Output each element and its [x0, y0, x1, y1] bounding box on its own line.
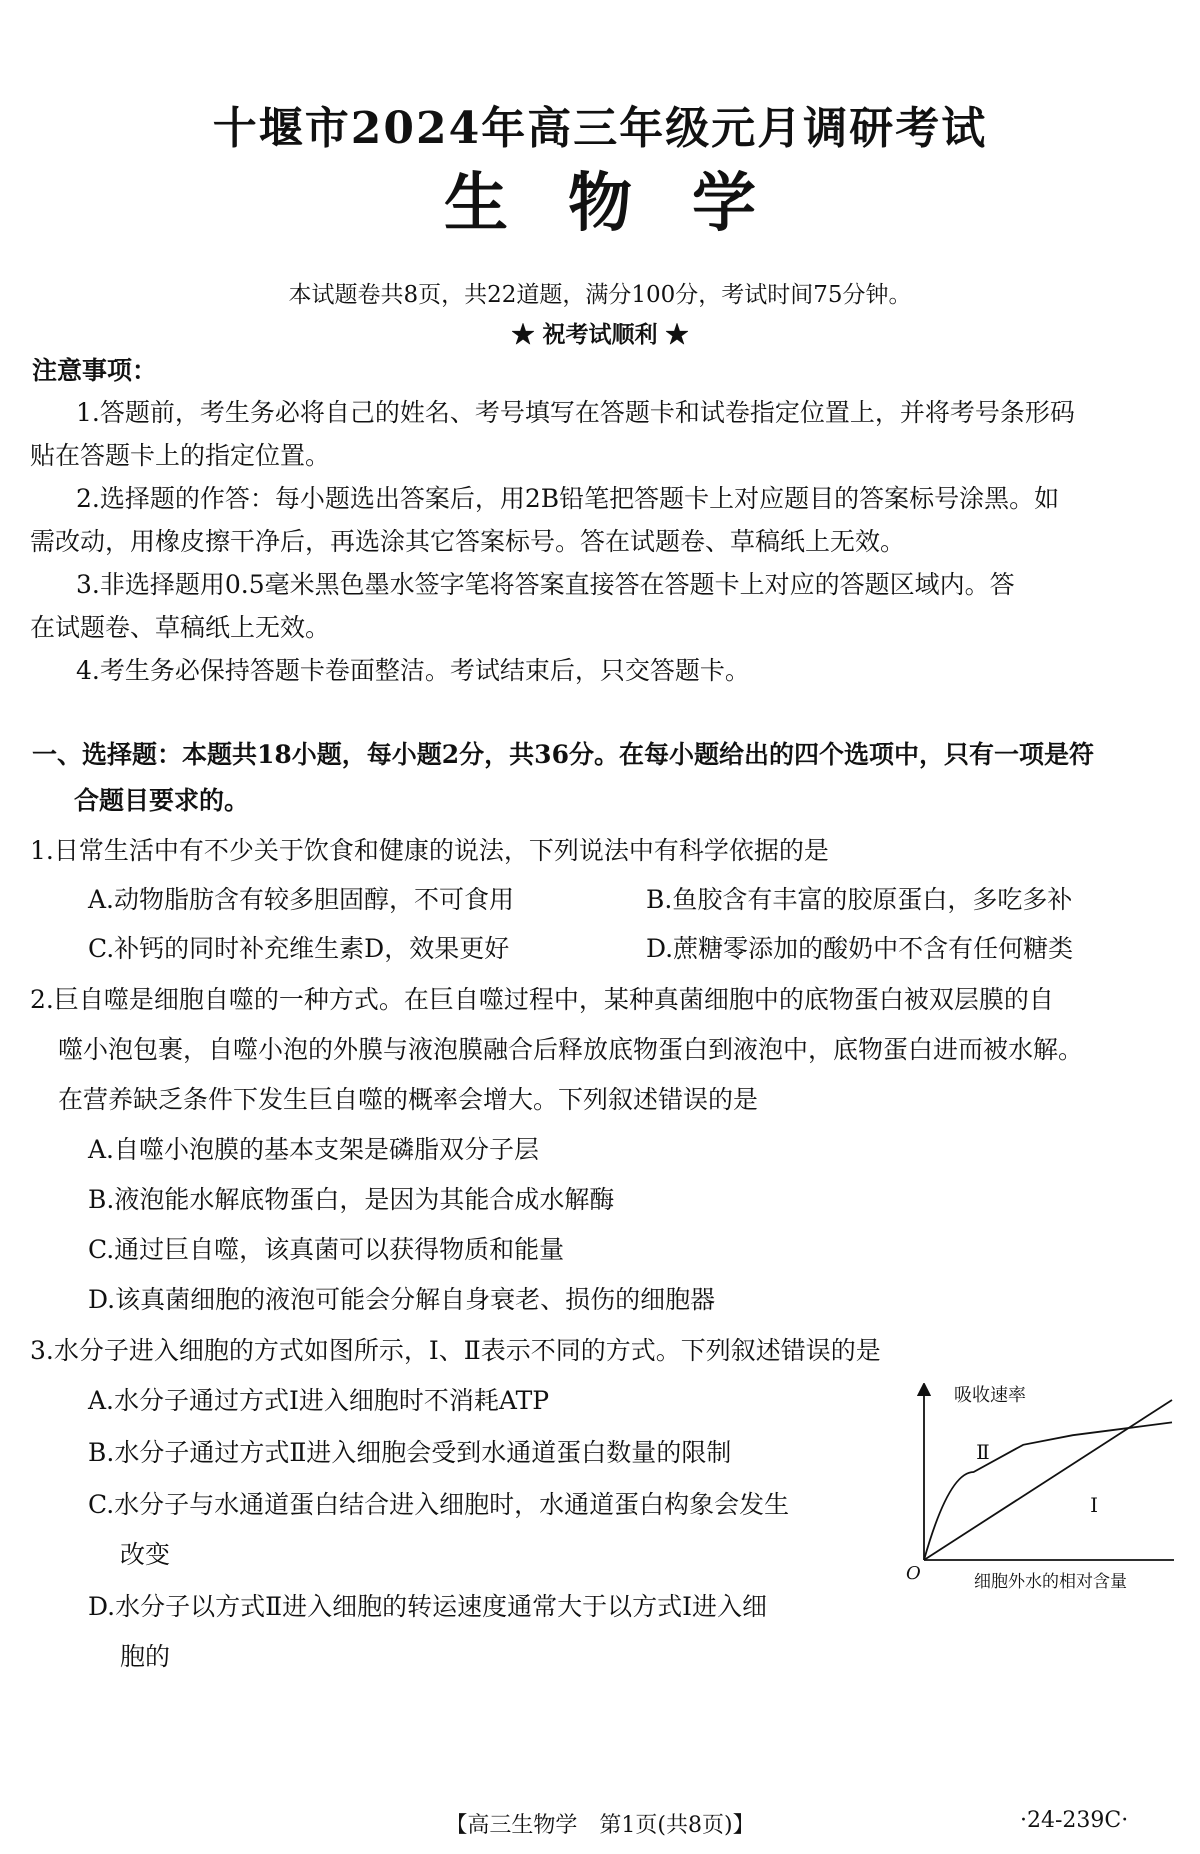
q1-option-d: D.蔗糖零添加的酸奶中不含有任何糖类: [646, 934, 1074, 963]
note-line: 在试题卷、草稿纸上无效。: [30, 613, 331, 642]
note-line: 需改动，用橡皮擦干净后，再选涂其它答案标号。答在试题卷、草稿纸上无效。: [30, 527, 906, 556]
q2-stem: 在营养缺乏条件下发生巨自噬的概率会增大。下列叙述错误的是: [58, 1085, 759, 1114]
exam-title: 十堰市2024年高三年级元月调研考试: [212, 103, 988, 154]
series-label-i: Ⅰ: [1090, 1493, 1099, 1517]
exam-info: 本试题卷共8页，共22道题，满分100分，考试时间75分钟。: [288, 282, 912, 308]
water-uptake-chart: [906, 1383, 1186, 1605]
q3-option-b: B.水分子通过方式Ⅱ进入细胞会受到水通道蛋白数量的限制: [88, 1438, 732, 1467]
section-heading: 一、选择题：本题共18小题，每小题2分，共36分。在每小题给出的四个选项中，只有一项是符: [32, 740, 1094, 769]
series-label-ii: Ⅱ: [976, 1440, 990, 1465]
q3-stem: 3.水分子进入细胞的方式如图所示，Ⅰ、Ⅱ表示不同的方式。下列叙述错误的是: [30, 1336, 881, 1365]
note-line: 3.非选择题用0.5毫米黑色墨水签字笔将答案直接答在答题卡上对应的答题区域内。答: [76, 570, 1015, 599]
q2-option-b: B.液泡能水解底物蛋白，是因为其能合成水解酶: [88, 1185, 615, 1214]
q3-option-c-cont: 改变: [120, 1540, 171, 1569]
note-line: 2.选择题的作答：每小题选出答案后，用2B铅笔把答题卡上对应题目的答案标号涂黑。如: [76, 484, 1060, 513]
q3-option-a: A.水分子通过方式Ⅰ进入细胞时不消耗ATP: [88, 1386, 550, 1415]
q3-option-c: C.水分子与水通道蛋白结合进入细胞时，水通道蛋白构象会发生: [88, 1490, 790, 1519]
q2-stem: 噬小泡包裹，自噬小泡的外膜与液泡膜融合后释放底物蛋白到液泡中，底物蛋白进而被水解。: [58, 1035, 1084, 1064]
q3-option-d-cont: 胞的: [120, 1642, 171, 1671]
page-footer: 【高三生物学 第1页(共8页)】: [445, 1813, 755, 1838]
notes-heading: 注意事项：: [32, 356, 158, 385]
good-luck-line: ★ 祝考试顺利 ★: [511, 321, 689, 348]
q2-option-a: A.自噬小泡膜的基本支架是磷脂双分子层: [88, 1135, 540, 1164]
x-axis-label: 细胞外水的相对含量: [974, 1572, 1127, 1592]
q1-stem: 1.日常生活中有不少关于饮食和健康的说法，下列说法中有科学依据的是: [30, 836, 829, 865]
q1-option-b: B.鱼胶含有丰富的胶原蛋白，多吃多补: [646, 885, 1073, 914]
q2-option-d: D.该真菌细胞的液泡可能会分解自身衰老、损伤的细胞器: [88, 1285, 716, 1314]
q2-stem: 2.巨自噬是细胞自噬的一种方式。在巨自噬过程中，某种真菌细胞中的底物蛋白被双层膜的自: [30, 985, 1054, 1014]
q1-option-c: C.补钙的同时补充维生素D，效果更好: [88, 934, 510, 963]
q1-option-a: A.动物脂肪含有较多胆固醇，不可食用: [88, 885, 515, 914]
y-axis-label: 吸收速率: [954, 1385, 1026, 1406]
exam-code: ·24-239C·: [1020, 1808, 1129, 1833]
note-line: 贴在答题卡上的指定位置。: [30, 441, 331, 470]
series-line-ii: [924, 1422, 1172, 1560]
q3-option-d: D.水分子以方式Ⅱ进入细胞的转运速度通常大于以方式Ⅰ进入细: [88, 1592, 767, 1621]
note-line: 4.考生务必保持答题卡卷面整洁。考试结束后，只交答题卡。: [76, 656, 750, 685]
section-heading-cont: 合题目要求的。: [74, 786, 250, 815]
note-line: 1.答题前，考生务必将自己的姓名、考号填写在答题卡和试卷指定位置上，并将考号条形码: [76, 398, 1075, 427]
q2-option-c: C.通过巨自噬，该真菌可以获得物质和能量: [88, 1235, 565, 1264]
origin-label: O: [906, 1563, 921, 1584]
subject-title: 生物学: [444, 166, 816, 241]
series-line-i: [924, 1400, 1172, 1560]
